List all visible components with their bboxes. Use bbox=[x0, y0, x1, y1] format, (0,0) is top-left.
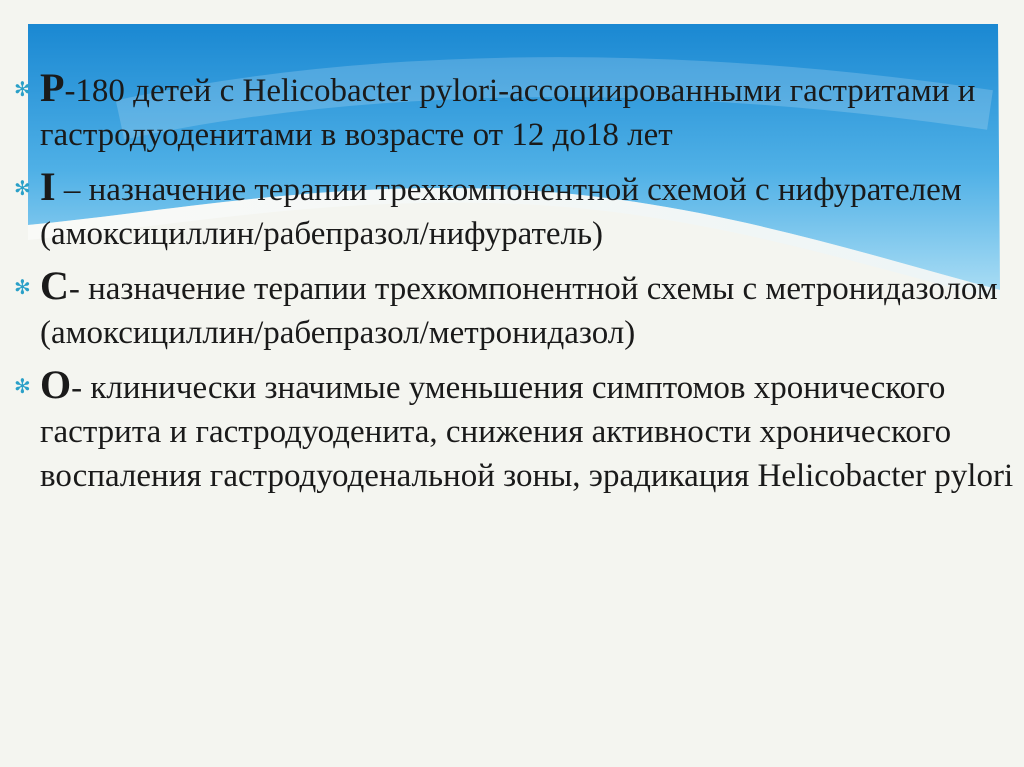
bullet-item-c bbox=[10, 264, 1015, 355]
bullet-text: -180 детей с Helicobacter pylori-ассоциированными гастритами и гастродуоденитами в возрасте от 12 до18 лет bbox=[40, 73, 976, 153]
asterisk-icon: ✻ bbox=[14, 79, 31, 101]
bullet-lead: I bbox=[40, 164, 56, 209]
bullet-item-i bbox=[10, 165, 1015, 256]
asterisk-icon: ✻ bbox=[14, 277, 31, 299]
asterisk-icon: ✻ bbox=[14, 178, 31, 200]
bullet-item-p bbox=[10, 66, 1015, 157]
bullet-item-o bbox=[10, 363, 1015, 498]
bullet-lead: O bbox=[40, 362, 72, 407]
bullet-lead: C bbox=[40, 263, 69, 308]
bullet-lead: P bbox=[40, 65, 65, 110]
bullet-text: – назначение терапии трехкомпонентной схемой с нифурателем (амоксициллин/рабепразол/нифуратель) bbox=[40, 172, 962, 252]
asterisk-icon: ✻ bbox=[14, 376, 31, 398]
bullet-text: - клинически значимые уменьшения симптомов хронического гастрита и гастродуоденита, снижения активности хронического воспаления гастродуоденальной зоны, эрадикация Helicobacter pylori bbox=[40, 370, 1014, 494]
bullet-list bbox=[10, 66, 1015, 506]
bullet-text: - назначение терапии трехкомпонентной схемы с метронидазолом (амоксициллин/рабепразол/метронидазол) bbox=[40, 271, 998, 351]
